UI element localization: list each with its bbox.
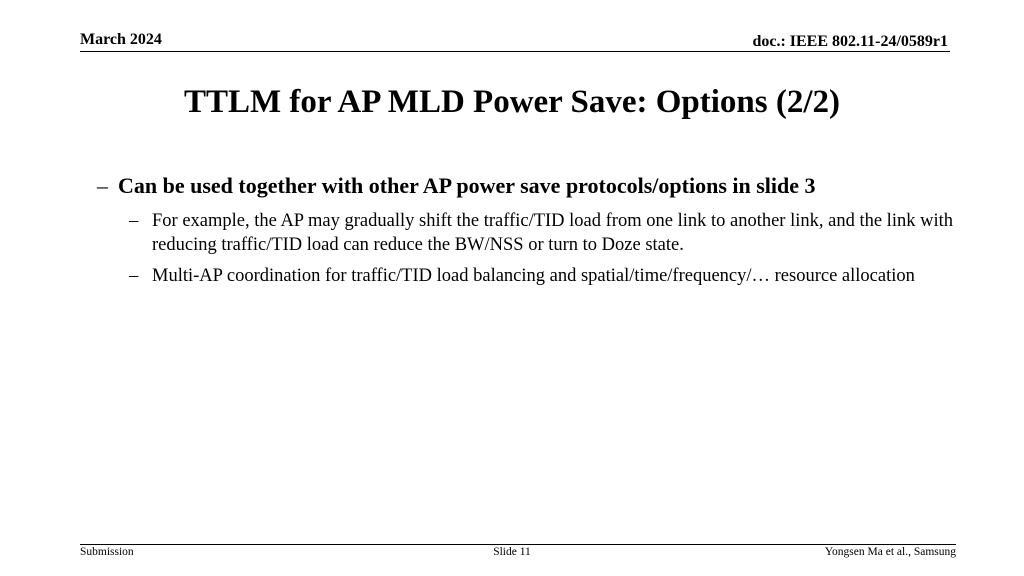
header-divider <box>80 51 950 52</box>
footer-submission: Submission <box>80 546 134 558</box>
sub-bullet-multi-ap <box>129 264 959 288</box>
bullet-text: Can be used together with other AP power save protocols/options in slide 3 <box>118 173 816 198</box>
header-date: March 2024 <box>80 31 162 48</box>
sub-bullet-text: Multi-AP coordination for traffic/TID load balancing and spatial/time/frequency/… resource allocation <box>152 266 915 286</box>
slide-title: TTLM for AP MLD Power Save: Options (2/2) <box>183 84 840 120</box>
bullet-level-1 <box>97 173 816 199</box>
sub-bullet-dash: – <box>129 266 139 286</box>
sub-bullet-dash: – <box>129 211 139 231</box>
sub-bullet-example <box>129 209 959 257</box>
header-doc-id: doc.: IEEE 802.11-24/0589r1 <box>752 33 948 50</box>
footer-author: Yongsen Ma et al., Samsung <box>824 546 956 558</box>
footer-slide-number: Slide 11 <box>493 546 531 558</box>
bullet-dash: – <box>97 173 108 198</box>
sub-bullet-text: For example, the AP may gradually shift the traffic/TID load from one link to another link, and the link with reducing traffic/TID load can reduce the BW/NSS or turn to Doze state. <box>152 211 953 255</box>
footer-divider <box>80 544 956 545</box>
